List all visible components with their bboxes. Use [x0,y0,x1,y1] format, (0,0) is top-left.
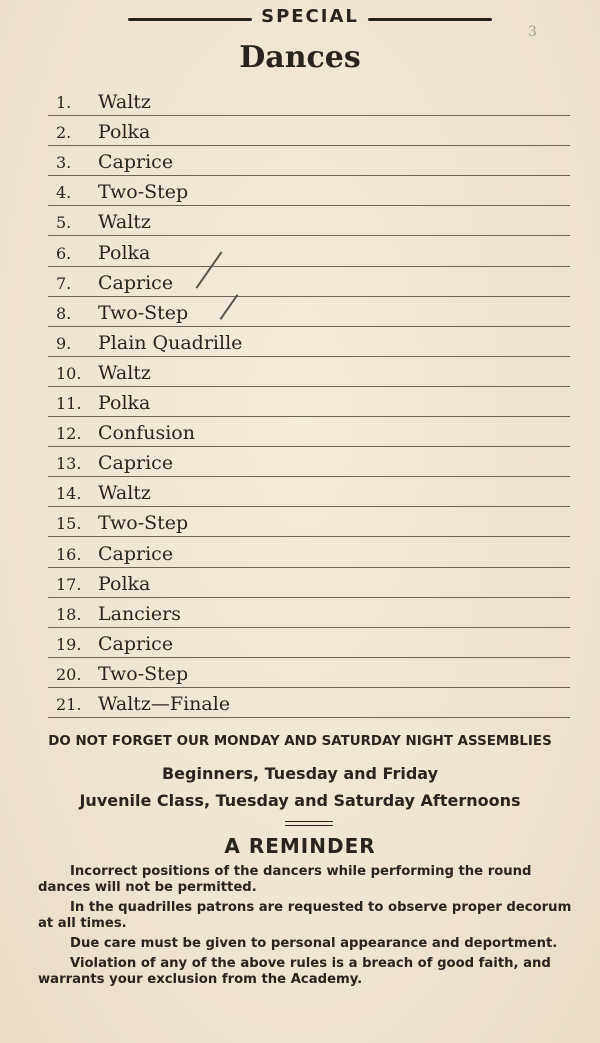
dance-row [48,658,570,688]
dance-number: 6. [56,243,72,263]
dance-name: Waltz—Finale [98,692,231,715]
dance-row [48,327,570,357]
dance-number: 13. [56,454,82,474]
dance-name: Confusion [98,422,195,445]
dance-number: 10. [56,363,82,383]
dance-row [48,447,570,477]
dance-list [48,86,570,718]
pencil-mark: 3 [528,24,537,40]
dance-row [48,357,570,387]
dance-name: Polka [98,121,151,144]
dance-name: Polka [98,572,151,595]
dance-name: Lanciers [98,602,181,625]
dance-number: 11. [56,394,82,414]
dance-name: Two-Step [98,301,189,324]
dance-number: 17. [56,574,82,594]
dance-number: 18. [56,604,82,624]
dance-name: Two-Step [98,662,189,685]
dance-row [48,236,570,266]
dance-name: Waltz [98,482,151,505]
dance-number: 15. [56,514,82,534]
dance-number: 21. [56,694,82,714]
dance-row [48,477,570,507]
dance-name: Caprice [98,452,174,475]
dance-name: Two-Step [98,181,189,204]
beginners-notice: Beginners, Tuesday and Friday [161,764,439,783]
special-label: SPECIAL [261,6,359,27]
dance-name: Caprice [98,151,174,174]
dance-row [48,688,570,718]
dance-name: Caprice [98,632,174,655]
dance-name: Waltz [98,211,151,234]
dance-number: 12. [56,424,82,444]
dance-row [48,507,570,537]
divider [285,825,333,826]
dance-number: 1. [56,93,72,113]
dance-number: 19. [56,634,82,654]
dance-row [48,297,570,327]
dance-row [48,537,570,567]
dance-row [48,568,570,598]
dance-row [48,598,570,628]
dance-name: Polka [98,392,151,415]
dance-name: Waltz [98,361,151,384]
dance-number: 5. [56,213,72,233]
page-title: Dances [239,40,361,75]
rule-text: Due care must be given to personal appearance and deportment. [70,936,558,951]
dance-number: 7. [56,273,72,293]
dance-row [48,387,570,417]
assemblies-notice: DO NOT FORGET OUR MONDAY AND SATURDAY NIGHT ASSEMBLIES [48,734,552,749]
divider [285,821,333,822]
reminder-title: A REMINDER [224,834,376,858]
rule-text: Violation of any of the above rules is a breach of good faith, and warrants your exclusion from the Academy. [38,956,551,987]
dance-row [48,86,570,116]
dance-row [48,417,570,447]
dance-number: 8. [56,303,72,323]
rule-text: Incorrect positions of the dancers while performing the round dances will not be permitted. [38,864,532,895]
dance-number: 14. [56,484,82,504]
dance-number: 20. [56,664,82,684]
dance-number: 4. [56,183,72,203]
dance-number: 3. [56,153,72,173]
dance-name: Plain Quadrille [98,331,243,354]
dance-number: 2. [56,123,72,143]
header [0,6,600,30]
dance-row [48,267,570,297]
dance-name: Polka [98,241,151,264]
dance-row [48,116,570,146]
reminder-rules [38,864,578,992]
header-rule-left [128,18,252,21]
dance-row [48,628,570,658]
header-rule-right [368,18,492,21]
dance-name: Caprice [98,542,174,565]
dance-row [48,206,570,236]
dance-name: Waltz [98,91,151,114]
dance-row [48,176,570,206]
dance-row [48,146,570,176]
rule-text: In the quadrilles patrons are requested to observe proper decorum at all times. [38,900,572,931]
juvenile-notice: Juvenile Class, Tuesday and Saturday Afternoons [79,791,521,810]
dance-number: 16. [56,544,82,564]
dance-number: 9. [56,333,72,353]
dance-name: Two-Step [98,512,189,535]
dance-name: Caprice [98,271,174,294]
